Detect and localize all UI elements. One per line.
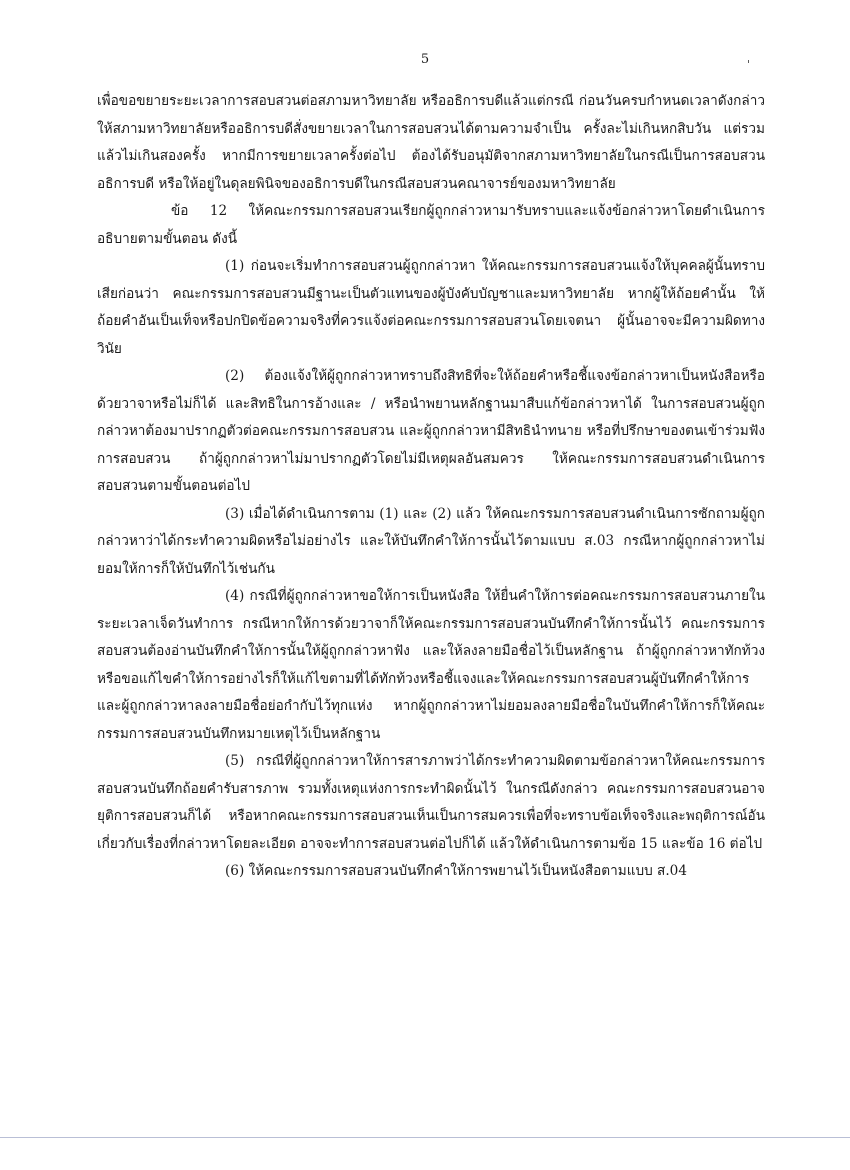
paragraph-item-2: (2) ต้องแจ้งให้ผู้ถูกกล่าวหาทราบถึงสิทธิที่จะให้ถ้อยคำหรือชี้แจงข้อกล่าวหาเป็นหนังสือหรือด้วยวาจาหรือไม่ก็ได้ และสิทธิในการอ้างและ / หรือนำพยานหลักฐานมาสืบแก้ข้อกล่าวหาได้ ในการสอบสวนผู้ถูกกล่าวหาต้องมาปรากฏตัวต่อคณะกรรมการสอบสวน และผู้ถูกกล่าวหามีสิทธินำทนาย หรือที่ปรึกษาของตนเข้าร่วมฟังการสอบสวน ถ้าผู้ถูกกล่าวหาไม่มาปรากฏตัวโดยไม่มีเหตุผลอันสมควร ให้คณะกรรมการสอบสวนดำเนินการสอบสวนตามขั้นตอนต่อไป (97, 368, 765, 494)
scan-edge-line (0, 1137, 850, 1138)
paragraph-item-5: (5) กรณีที่ผู้ถูกกล่าวหาให้การสารภาพว่าได้กระทำความผิดตามข้อกล่าวหาให้คณะกรรมการสอบสวนบันทึกถ้อยคำรับสารภาพ รวมทั้งเหตุแห่งการกระทำผิดนั้นไว้ ในกรณีดังกล่าว คณะกรรมการสอบสวนอาจยุติการสอบสวนก็ได้ หรือหากคณะกรรมการสอบสวนเห็นเป็นการสมควรเพื่อที่จะทราบข้อเท็จจริงและพฤติการณ์อันเกี่ยวกับเรื่องที่กล่าวหาโดยละเอียด อาจจะทำการสอบสวนต่อไปก็ได้ แล้วให้ดำเนินการตามข้อ 15 และข้อ 16 ต่อไป (97, 753, 765, 852)
paragraph-item-6: (6) ให้คณะกรรมการสอบสวนบันทึกคำให้การพยานไว้เป็นหนังสือตามแบบ ส.04 (225, 863, 687, 879)
paragraph-item-1: (1) ก่อนจะเริ่มทำการสอบสวนผู้ถูกกล่าวหา ให้คณะกรรมการสอบสวนแจ้งให้บุคคลผู้นั้นทราบเสียก่อนว่า คณะกรรมการสอบสวนมีฐานะเป็นตัวแทนของผู้บังคับบัญชาและมหาวิทยาลัย หากผู้ให้ถ้อยคำนั้น ให้ถ้อยคำอันเป็นเท็จหรือปกปิดข้อความจริงที่ควรแจ้งต่อคณะกรรมการสอบสวนโดยเจตนา ผู้นั้นอาจจะมีความผิดทางวินัย (97, 258, 765, 357)
paragraph-item-3: (3) เมื่อได้ดำเนินการตาม (1) และ (2) แล้ว ให้คณะกรรมการสอบสวนดำเนินการซักถามผู้ถูกกล่าวหาว่าได้กระทำความผิดหรือไม่อย่างไร และให้บันทึกคำให้การนั้นไว้ตามแบบ ส.03 กรณีหากผู้ถูกกล่าวหาไม่ยอมให้การก็ให้บันทึกไว้เช่นกัน (97, 505, 765, 577)
document-body (97, 88, 765, 886)
paragraph-continuation: เพื่อขอขยายระยะเวลาการสอบสวนต่อสภามหาวิทยาลัย หรืออธิการบดีแล้วแต่กรณี ก่อนวันครบกำหนดเวลาดังกล่าว ให้สภามหาวิทยาลัยหรืออธิการบดีสั่งขยายเวลาในการสอบสวนได้ตามความจำเป็น ครั้งละไม่เกินหกสิบวัน แต่รวมแล้วไม่เกินสองครั้ง หากมีการขยายเวลาครั้งต่อไป ต้องได้รับอนุมัติจากสภามหาวิทยาลัยในกรณีเป็นการสอบสวนอธิการบดี หรือให้อยู่ในดุลยพินิจของอธิการบดีในกรณีสอบสวนคณาจารย์ของมหาวิทยาลัย (97, 93, 765, 192)
page-number: 5 (420, 52, 430, 67)
corner-mark: ' (747, 58, 751, 71)
paragraph-item-4: (4) กรณีที่ผู้ถูกกล่าวหาขอให้การเป็นหนังสือ ให้ยื่นคำให้การต่อคณะกรรมการสอบสวนภายในระยะเวลาเจ็ดวันทำการ กรณีหากให้การด้วยวาจาก็ให้คณะกรรมการสอบสวนบันทึกคำให้การนั้นไว้ คณะกรรมการสอบสวนต้องอ่านบันทึกคำให้การนั้นให้ผู้ถูกกล่าวหาฟัง และให้ลงลายมือชื่อไว้เป็นหลักฐาน ถ้าผู้ถูกกล่าวหาทักท้วงหรือขอแก้ไขคำให้การอย่างไรก็ให้แก้ไขตามที่ได้ทักท้วงหรือชี้แจงและให้คณะกรรมการสอบสวนผู้บันทึกคำให้การและผู้ถูกกล่าวหาลงลายมือชื่อย่อกำกับไว้ทุกแห่ง หากผู้ถูกกล่าวหาไม่ยอมลงลายมือชื่อในบันทึกคำให้การก็ให้คณะกรรมการสอบสวนบันทึกหมายเหตุไว้เป็นหลักฐาน (97, 588, 765, 742)
paragraph-clause-12: ข้อ 12 ให้คณะกรรมการสอบสวนเรียกผู้ถูกกล่าวหามารับทราบและแจ้งข้อกล่าวหาโดยดำเนินการอธิบายตามขั้นตอน ดังนี้ (97, 203, 765, 247)
